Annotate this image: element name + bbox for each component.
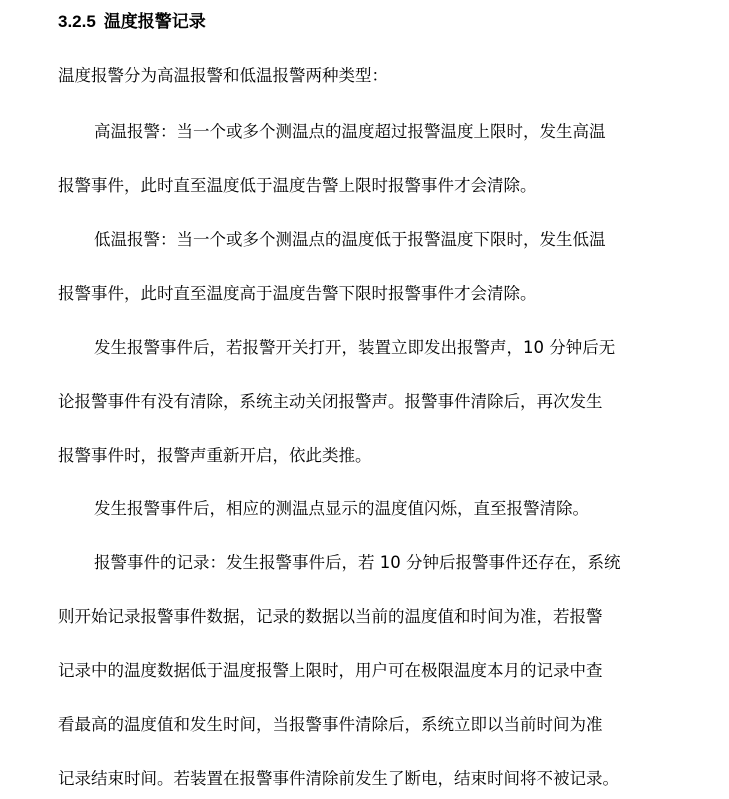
paragraph-line: 则开始记录报警事件数据，记录的数据以当前的温度值和时间为准，若报警 bbox=[58, 607, 603, 626]
paragraph-line: 报警事件的记录：发生报警事件后，若 10 分钟后报警事件还存在，系统 bbox=[94, 553, 621, 572]
paragraph-line: 记录中的温度数据低于温度报警上限时，用户可在极限温度本月的记录中查 bbox=[58, 661, 603, 680]
paragraph-line: 看最高的温度值和发生时间，当报警事件清除后，系统立即以当前时间为准 bbox=[58, 715, 603, 734]
paragraph-line: 报警事件，此时直至温度高于温度告警下限时报警事件才会清除。 bbox=[58, 284, 537, 303]
section-heading bbox=[58, 8, 206, 36]
paragraph-line: 报警事件时，报警声重新开启，依此类推。 bbox=[58, 446, 372, 465]
paragraph-line: 温度报警分为高温报警和低温报警两种类型： bbox=[58, 66, 388, 85]
paragraph-line: 报警事件，此时直至温度低于温度告警上限时报警事件才会清除。 bbox=[58, 176, 537, 195]
paragraph-line: 高温报警：当一个或多个测温点的温度超过报警温度上限时，发生高温 bbox=[94, 122, 606, 141]
section-number: 3.2.5 bbox=[58, 12, 96, 31]
section-title: 温度报警记录 bbox=[103, 12, 206, 32]
paragraph-line: 论报警事件有没有清除，系统主动关闭报警声。报警事件清除后，再次发生 bbox=[58, 392, 603, 411]
paragraph-line: 发生报警事件后，若报警开关打开，装置立即发出报警声，10 分钟后无 bbox=[94, 338, 616, 357]
paragraph-line: 记录结束时间。若装置在报警事件清除前发生了断电，结束时间将不被记录。 bbox=[58, 769, 619, 788]
paragraph-line: 低温报警：当一个或多个测温点的温度低于报警温度下限时，发生低温 bbox=[94, 230, 606, 249]
paragraph-line: 发生报警事件后，相应的测温点显示的温度值闪烁，直至报警清除。 bbox=[94, 499, 589, 518]
